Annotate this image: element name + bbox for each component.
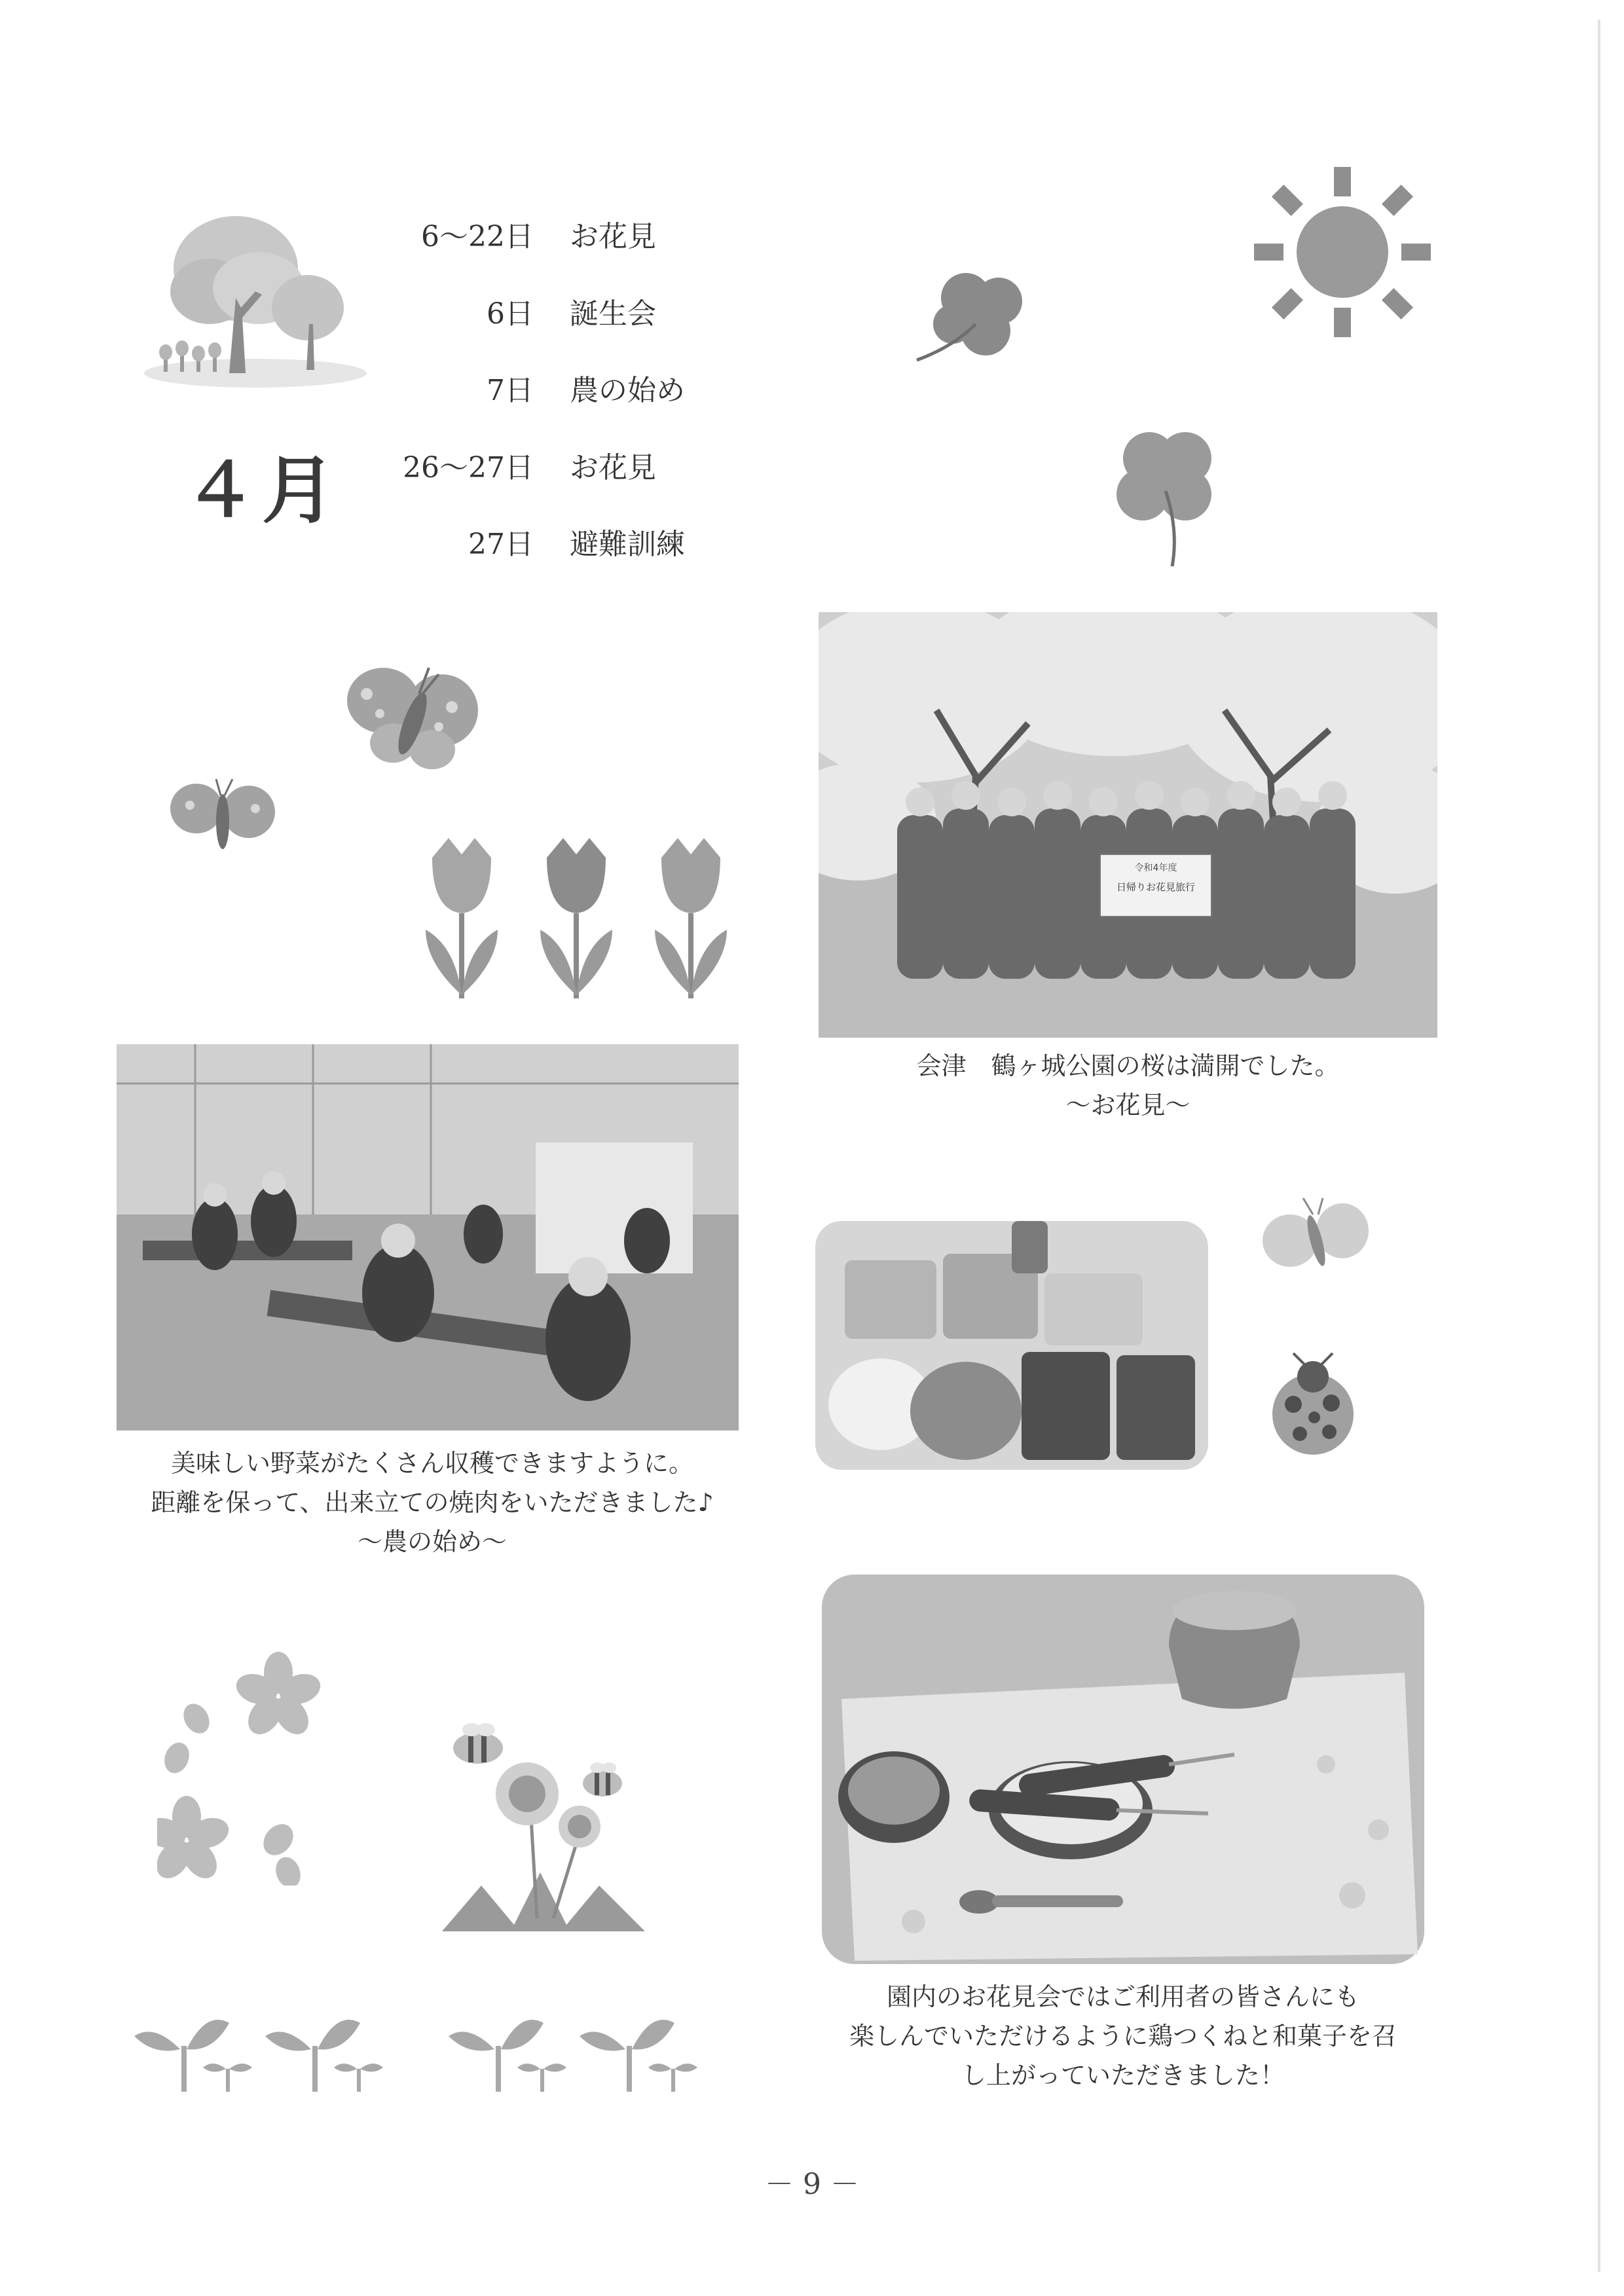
caption-line: ～お花見～ (1065, 1091, 1190, 1120)
schedule-row (367, 367, 760, 406)
schedule-date: 26～27日 (403, 451, 534, 484)
sun-icon (1254, 167, 1431, 337)
bee-icon (445, 1722, 511, 1768)
caption-line: し上がっていただきました！ (961, 2061, 1285, 2090)
bee-icon (576, 1761, 629, 1800)
sprout-icon (134, 1997, 697, 2095)
caption-line: 会津 鶴ヶ城公園の桜は満開でした。 (916, 1051, 1340, 1080)
caption-line: ～農の始め～ (357, 1527, 507, 1556)
clover-icon (1103, 419, 1228, 570)
butterfly-icon (341, 661, 485, 773)
caption-line: 園内のお花見会ではご利用者の皆さんにも (886, 1982, 1359, 2011)
sign-text: 日帰りお花見旅行 (1116, 881, 1196, 893)
tsukune-caption (805, 1977, 1441, 2095)
caption-line: 楽しんでいただけるように鶏つくねと和菓子を召 (849, 2022, 1397, 2050)
schedule-event: 誕生会 (570, 297, 656, 331)
harvest-meal-photo (117, 1044, 739, 1430)
schedule-event: お花見 (570, 451, 656, 484)
schedule-row (367, 213, 760, 252)
scan-edge-line (1598, 20, 1600, 2272)
caption-line: 距離を保って、出来立ての焼肉をいただきました♪ (151, 1488, 714, 1517)
schedule-row (367, 444, 760, 483)
schedule-date: 7日 (487, 374, 534, 407)
schedule-event: お花見 (570, 220, 656, 253)
schedule-row (367, 520, 760, 560)
bento-photo (802, 1214, 1221, 1476)
schedule-date: 6日 (487, 297, 534, 331)
sign-title: 令和4年度 (1134, 863, 1177, 873)
butterfly-icon (167, 776, 278, 861)
ladybug-icon (1254, 1352, 1372, 1457)
harvest-caption (92, 1444, 773, 1561)
month-title: ４月 (183, 448, 341, 534)
schedule-row (367, 290, 760, 329)
sakura-petal-icon (157, 1624, 354, 1886)
schedule-date: 6～22日 (421, 220, 534, 253)
hanami-group-photo (819, 612, 1437, 1038)
caption-line: 美味しい野菜がたくさん収穫できますように。 (170, 1449, 693, 1478)
clover-icon (913, 262, 1044, 373)
schedule-event: 避難訓練 (570, 528, 685, 561)
tsukune-photo (815, 1568, 1431, 1971)
page-number: － 9 － (765, 2168, 859, 2201)
butterfly-icon (1261, 1195, 1372, 1280)
tree-icon (138, 210, 373, 393)
tulip-icon (419, 831, 733, 1002)
schedule-event: 農の始め (570, 374, 685, 407)
schedule-date: 27日 (468, 528, 534, 561)
hanami-caption (819, 1046, 1437, 1125)
